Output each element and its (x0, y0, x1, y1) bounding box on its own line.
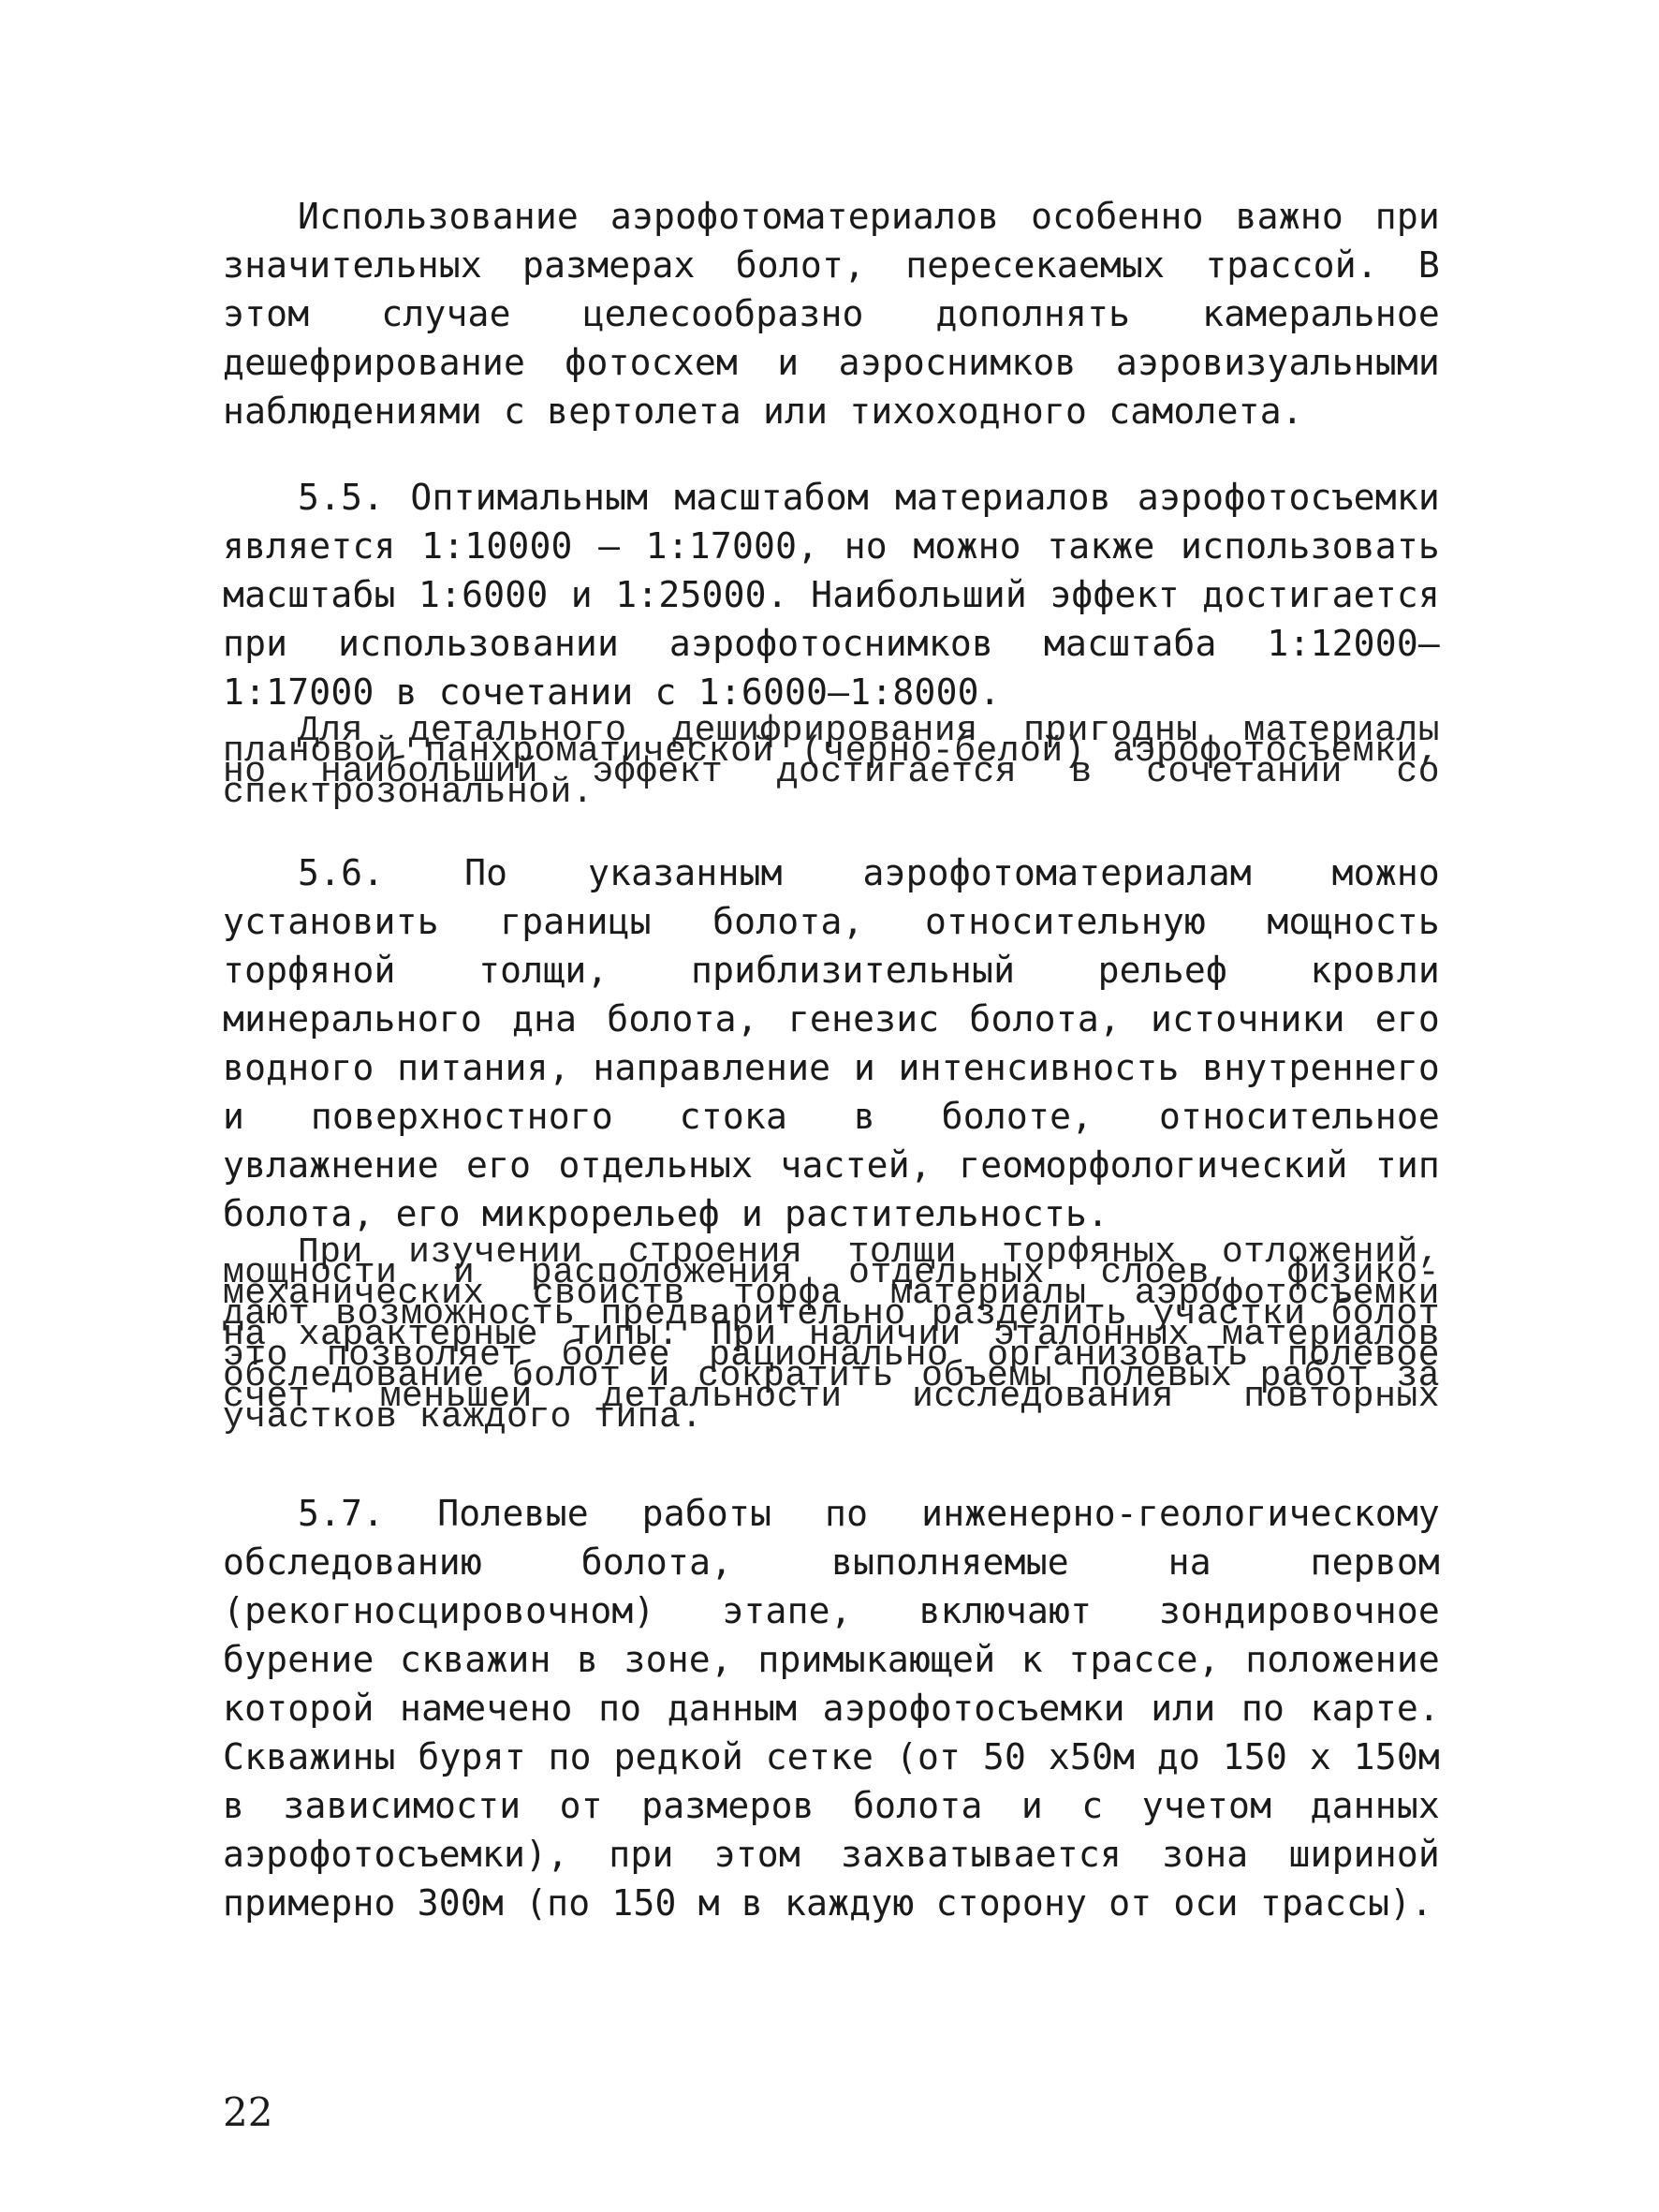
note-peat-structure-study: При изучении строения толщи торфяных отложений, мощности и расположения отдельных слоев, физико-механических свойств торфа материалы аэрофотосъемки дают возможность предварительно разделить участки болот на характерные типы. При наличии эталонных материалов это позволяет более рационально организовать полевое обследование болот и сократить объемы полевых работ за счет меньшей детальности исследования повторных участков каждого типа. (223, 1232, 1440, 1438)
note-detailed-interpretation: Для детального дешифрирования пригодны материалы плановой панхроматической (черно-белой) аэрофотосъемки, но наибольший эффект достигается в сочетании со спектрозональной. (223, 711, 1440, 813)
paragraph-section-5-5: 5.5. Оптимальным масштабом материалов аэрофотосъемки является 1:10000 – 1:17000, но можно также использовать масштабы 1:6000 и 1:25000. Наибольший эффект достигается при использовании аэрофотоснимков масштаба 1:12000–1:17000 в сочетании с 1:6000–1:8000. (223, 477, 1440, 713)
paragraph-aerial-materials-usage: Использование аэрофотоматериалов особенно важно при значительных размерах болот, пересекаемых трассой. В этом случае целесообразно дополнять камеральное дешефрирование фотосхем и аэроснимков аэровизуальными наблюдениями с вертолета или тихоходного самолета. (223, 196, 1440, 432)
page-number: 22 (223, 2089, 273, 2135)
paragraph-section-5-6: 5.6. По указанным аэрофотоматериалам можно установить границы болота, относительную мощность торфяной толщи, приблизительный рельеф кровли минерального дна болота, генезис болота, источники его водного питания, направление и интенсивность внутреннего и поверхностного стока в болоте, относительное увлажнение его отдельных частей, геоморфологический тип болота, его микрорельеф и растительность. (223, 852, 1440, 1234)
paragraph-section-5-7: 5.7. Полевые работы по инженерно-геологическому обследованию болота, выполняемые на первом (рекогносцировочном) этапе, включают зондировочное бурение скважин в зоне, примыкающей к трассе, положение которой намечено по данным аэрофотосъемки или по карте. Скважины бурят по редкой сетке (от 50 х50м до 150 х 150м в зависимости от размеров болота и с учетом данных аэрофотосъемки), при этом захватывается зона шириной примерно 300м (по 150 м в каждую сторону от оси трассы). (223, 1493, 1440, 1924)
